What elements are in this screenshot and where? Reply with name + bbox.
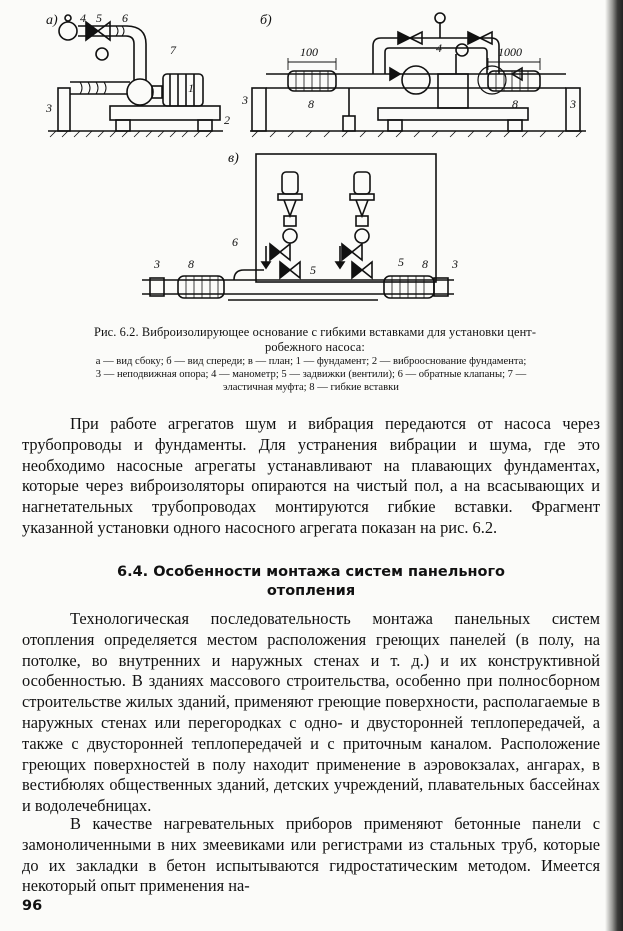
figure-caption [32,325,598,355]
caption-line-2: робежного насоса: [265,340,365,354]
pump-installation-drawing [38,4,598,322]
panel-a-label: а) [46,13,58,28]
panel-b-label: б) [260,13,272,28]
paragraph-1: При работе агрегатов шум и вибрация передаются от насоса через трубопроводы и фундаменты. Для устранения вибрации и шума, где это необходимо насосные агрегаты устанавливают на плавающих фундаментах, которые через виброизоляторы опираются на чистый пол, а на всасывающих и нагнетательных трубопроводах монтируются гибкие вставки. Фрагмент указанной установки одного насосного агрегата показан на рис. 6.2. [22,414,600,537]
page-number: 96 [22,898,43,914]
dim-label-right: 1000 [498,45,522,59]
part-8-label-c-left: 8 [188,257,194,271]
part-3-label-b-left: 3 [242,93,248,107]
part-4-label-a: 4 [80,11,86,25]
figure-legend [22,355,600,394]
heading-line-2: отопления [266,583,356,599]
panel-a-side-view [48,15,223,137]
part-2-label: 2 [224,113,230,127]
legend-line-2: 3 — неподвижная опора; 4 — манометр; 5 — задвижки (вентили); 6 — обратные клапаны; 7 — [95,369,527,380]
part-8-label-b-left: 8 [308,97,314,111]
part-5-label-c-right: 5 [398,255,404,269]
part-3-label-c-right: 3 [452,257,458,271]
part-8-label-c-right: 8 [422,257,428,271]
part-6-label-a: 6 [122,11,128,25]
legend-line-1: а — вид сбоку; б — вид спереди; в — план; 1 — фундамент; 2 — виброоснование фундамента; [95,356,527,367]
scan-edge-shadow [605,0,623,931]
section-heading [22,563,600,601]
figure-6-2 [38,4,598,322]
part-1-label: 1 [188,81,194,95]
part-5-label-c-left: 5 [310,263,316,277]
legend-line-3: эластичная муфта; 8 — гибкие вставки [223,382,399,393]
part-3-label-b-right: 3 [570,97,576,111]
part-7-label: 7 [170,43,176,57]
part-8-label-b-right: 8 [512,97,518,111]
part-5-label-a: 5 [96,11,102,25]
dim-label-left: 100 [300,45,318,59]
part-6-label-c: 6 [232,235,238,249]
paragraph-2: Технологическая последовательность монтажа панельных систем отопления определяется местом расположения греющих панелей (в полу, на потолке, во внутренних и наружных стенах и т. д.) и их конструктивной особенностью. В зданиях массового строительства, особенно при полносборном строительстве жилых зданий, применяют греющие поверхности, располагаемые в наружных стенах или перегородках с одно- и двусторонней теплопередачей, а также с двусторонней теплопередачей и с приточным каналом. Расположение греющих поверхностей в полу находит применение в аэровокзалах, ангарах, в вестибюлях общественных зданий, детских учреждений, плавательных бассейнах и водолечебницах. [22,609,600,816]
panel-c-plan-view [142,154,454,300]
part-3-label-a: 3 [46,101,52,115]
paragraph-3: В качестве нагревательных приборов применяют бетонные панели с замоноличенными в них змеевиками или регистрами из стальных труб, которые до их закладки в бетон испытываются гидростатическим методом. Имеется некоторый опыт применения на- [22,814,600,896]
heading-line-1: 6.4. Особенности монтажа систем панельного [116,564,506,580]
part-4-label-b: 4 [436,41,442,55]
caption-line-1: Рис. 6.2. Виброизолирующее оснoвание с гибкими вставками для установки цент- [93,325,537,339]
part-3-label-c-left: 3 [154,257,160,271]
panel-b-front-view [250,13,586,137]
panel-c-label: в) [228,151,239,166]
